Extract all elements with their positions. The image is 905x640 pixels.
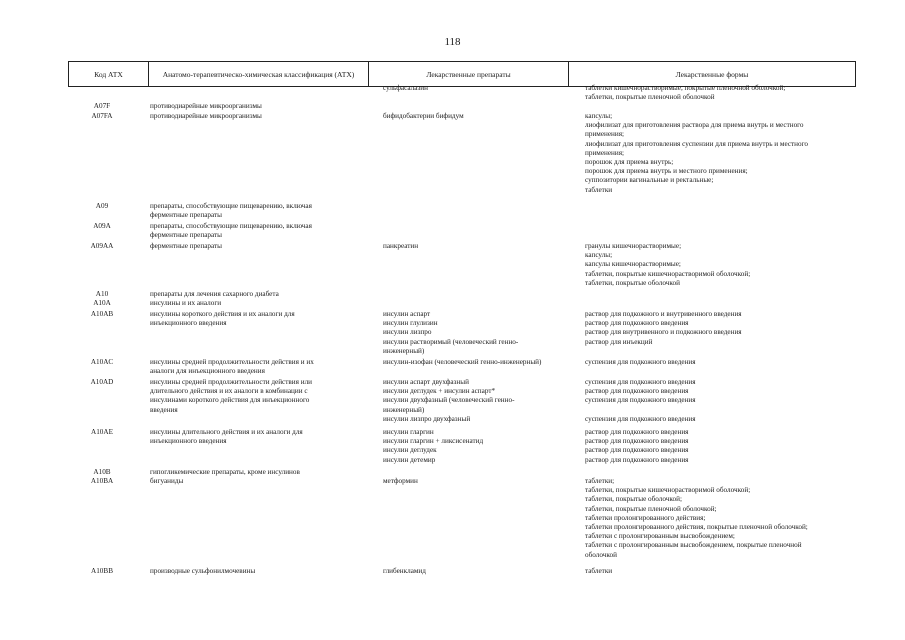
- dosage-form: капсулы;: [585, 251, 613, 260]
- dosage-form: таблетки пролонгированного действия, покрытые пленочной оболочкой;: [585, 523, 808, 531]
- classification-line: инсулины длительного действия и их аналоги для: [150, 428, 303, 436]
- classification-line: препараты, способствующие пищеварению, включая: [150, 202, 312, 210]
- classification-line: инсулинами короткого действия для инъекционного: [150, 396, 310, 405]
- dosage-form: суппозитории вагинальные и ректальные;: [585, 176, 714, 185]
- dosage-form: капсулы кишечнорастворимые;: [585, 260, 681, 269]
- dosage-form: таблетки с пролонгированным высвобождением, покрытые пленочной: [585, 541, 802, 550]
- dosage-form: лиофилизат для приготовления суспензии для приема внутрь и местного: [585, 139, 808, 148]
- drug-name: инсулин деглудек: [383, 446, 437, 455]
- drug-name: инсулин гларгин + ликсисенатид: [383, 437, 484, 446]
- dosage-form: таблетки кишечнорастворимые, покрытые пленочной оболочкой;: [585, 84, 786, 92]
- classification-line: аналоги для инъекционного введения: [150, 367, 265, 376]
- classification-line: препараты для лечения сахарного диабета: [150, 290, 279, 298]
- drug-name: инженерный): [383, 405, 425, 414]
- dosage-form: таблетки: [585, 567, 613, 575]
- classification-line: инсулины средней продолжительности действия и их: [150, 358, 314, 366]
- atx-code: A10BA: [90, 477, 114, 485]
- dosage-form: таблетки, покрытые кишечнорастворимой оболочкой;: [585, 486, 751, 495]
- dosage-form: оболочкой: [585, 550, 617, 559]
- dosage-form: таблетки, покрытые оболочкой;: [585, 495, 682, 504]
- classification-line: длительного действия и их аналоги в комбинации с: [150, 387, 308, 396]
- dosage-form: таблетки, покрытые пленочной оболочкой: [585, 93, 715, 102]
- drug-name: инсулин гларгин: [383, 428, 434, 436]
- dosage-form: раствор для подкожного и внутривенного введения: [585, 310, 742, 318]
- dosage-form: раствор для подкожного введения: [585, 428, 689, 436]
- drug-name: инсулин аспарт двухфазный: [383, 378, 469, 386]
- atx-code: A10A: [93, 299, 111, 307]
- atx-code: A10B: [93, 468, 111, 476]
- classification-line: инъекционного введения: [150, 319, 227, 328]
- classification-line: инсулины короткого действия и их аналоги для: [150, 310, 295, 318]
- drug-name: инсулин глулизин: [383, 319, 438, 328]
- dosage-form: раствор для подкожного введения: [585, 319, 689, 328]
- classification-line: инсулины и их аналоги: [150, 299, 222, 307]
- page-number: 118: [444, 36, 461, 48]
- drug-name: инсулин деглудек + инсулин аспарт*: [383, 387, 496, 396]
- classification-line: гипогликемические препараты, кроме инсулинов: [150, 468, 300, 476]
- dosage-form: суспензия для подкожного введения: [585, 378, 696, 386]
- drug-name: панкреатин: [383, 242, 419, 250]
- dosage-form: таблетки, покрытые оболочкой: [585, 278, 680, 287]
- dosage-form: таблетки с пролонгированным высвобождением;: [585, 532, 735, 541]
- dosage-form: лиофилизат для приготовления раствора для приема внутрь и местного: [585, 121, 804, 130]
- header-code: Код АТХ: [68, 62, 148, 86]
- atx-code: A10BB: [91, 567, 113, 575]
- header-classification: Анатомо-терапевтическо-химическая классификация (АТХ): [148, 62, 368, 86]
- classification-line: инсулины средней продолжительности действия или: [150, 378, 313, 386]
- atx-code: A10AD: [90, 378, 114, 386]
- classification-line: ферментные препараты: [150, 242, 222, 250]
- drug-name: инсулин-изофан (человеческий генно-инженерный): [383, 358, 542, 366]
- dosage-form: таблетки, покрытые кишечнорастворимой оболочкой;: [585, 269, 751, 278]
- drug-name: инсулин аспарт: [383, 310, 431, 318]
- atx-code: A10: [95, 290, 109, 298]
- dosage-form: таблетки пролонгированного действия;: [585, 513, 706, 522]
- dosage-form: раствор для подкожного введения: [585, 446, 689, 455]
- header-forms: Лекарственные формы: [568, 62, 856, 86]
- dosage-form: суспензия для подкожного введения: [585, 358, 696, 366]
- drug-name: инсулин двухфазный (человеческий генно-: [383, 396, 515, 405]
- drug-name: сульфасалазин: [383, 84, 428, 92]
- atx-code: A07F: [93, 102, 111, 110]
- classification-line: инъекционного введения: [150, 437, 227, 446]
- header-drugs: Лекарственные препараты: [368, 62, 568, 86]
- atx-code: A10AE: [91, 428, 113, 436]
- drug-name: глибенкламид: [383, 567, 426, 575]
- drug-name: инженерный): [383, 346, 425, 355]
- dosage-form: гранулы кишечнорастворимые;: [585, 242, 682, 250]
- drug-name: инсулин детемир: [383, 455, 436, 464]
- dosage-form: раствор для подкожного введения: [585, 387, 689, 396]
- dosage-form: таблетки: [585, 185, 613, 194]
- drug-name: метформин: [383, 477, 418, 485]
- classification-line: ферментные препараты: [150, 231, 222, 240]
- dosage-form: порошок для приема внутрь;: [585, 158, 674, 166]
- atx-code: A07FA: [91, 112, 113, 120]
- dosage-form: таблетки, покрытые пленочной оболочкой;: [585, 504, 717, 513]
- atx-code: A09: [95, 202, 109, 210]
- classification-line: противодиарейные микроорганизмы: [150, 102, 262, 110]
- atx-code: A09AA: [90, 242, 114, 250]
- dosage-form: порошок для приема внутрь и местного применения;: [585, 167, 748, 176]
- dosage-form: раствор для инъекций: [585, 337, 653, 346]
- drug-name: инсулин лизпро двухфазный: [383, 414, 471, 423]
- dosage-form: раствор для внутривенного и подкожного введения: [585, 328, 742, 337]
- classification-line: противодиарейные микроорганизмы: [150, 112, 262, 120]
- dosage-form: раствор для подкожного введения: [585, 437, 689, 446]
- dosage-form: таблетки;: [585, 477, 615, 485]
- dosage-form: применения;: [585, 148, 625, 157]
- dosage-form: капсулы;: [585, 112, 613, 120]
- dosage-form: суспензия для подкожного введения: [585, 414, 696, 423]
- atx-code: A10AC: [90, 358, 114, 366]
- drug-name: бифидобактерии бифидум: [383, 112, 464, 120]
- dosage-form: применения;: [585, 130, 625, 139]
- drug-name: инсулин лизпро: [383, 328, 432, 337]
- atx-code: A10AB: [90, 310, 114, 318]
- dosage-form: раствор для подкожного введения: [585, 455, 689, 464]
- classification-line: бигуаниды: [150, 477, 184, 485]
- classification-line: препараты, способствующие пищеварению, включая: [150, 222, 312, 230]
- atx-code: A09A: [93, 222, 111, 230]
- classification-line: ферментные препараты: [150, 211, 222, 220]
- dosage-form: суспензия для подкожного введения: [585, 396, 696, 405]
- classification-line: производные сульфонилмочевины: [150, 567, 256, 575]
- classification-line: введения: [150, 405, 178, 414]
- drug-name: инсулин растворимый (человеческий генно-: [383, 337, 519, 346]
